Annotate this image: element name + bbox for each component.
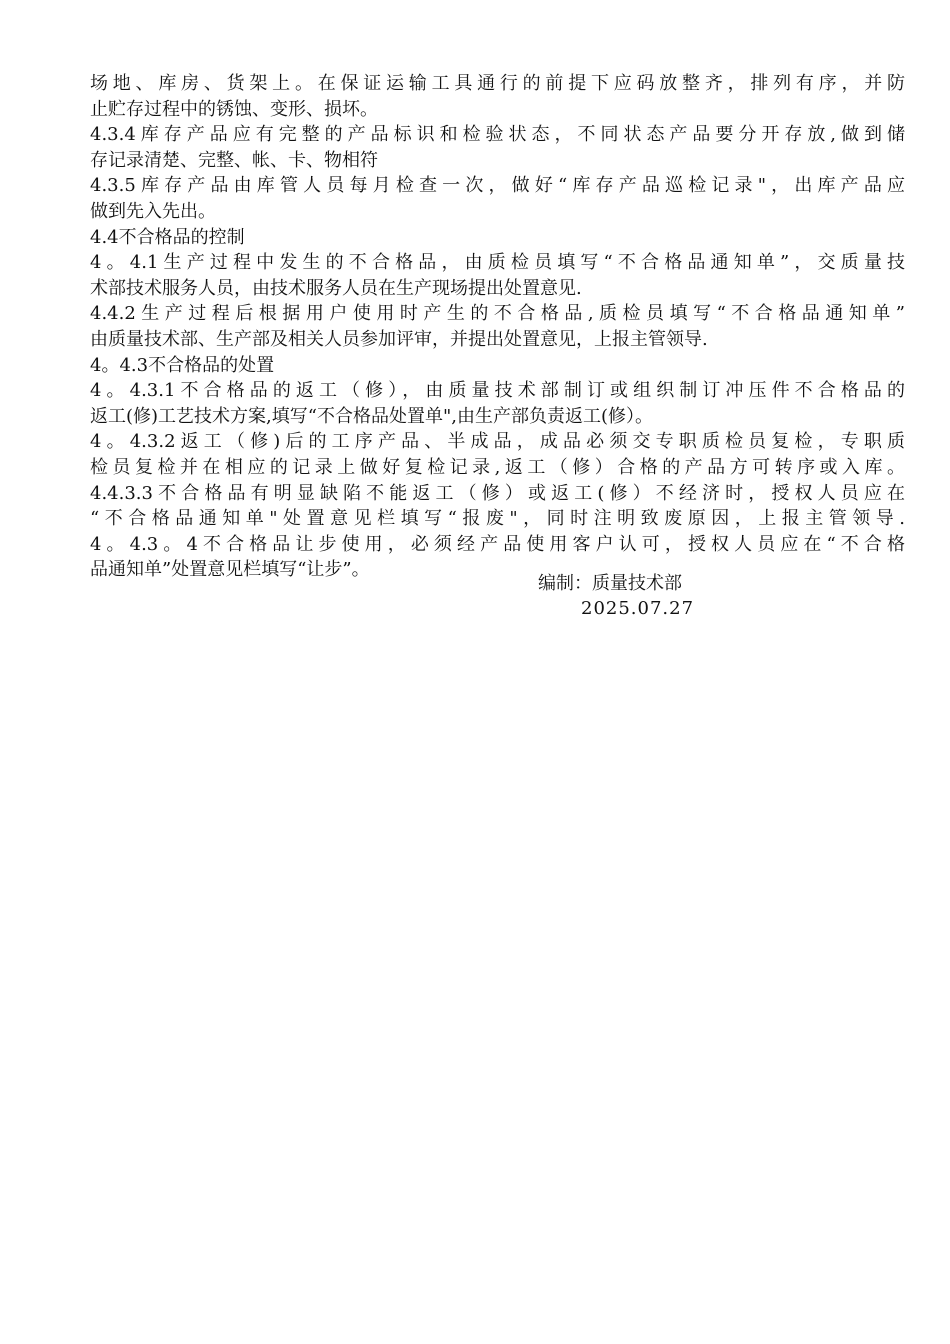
paragraph-4-4-1 bbox=[90, 250, 905, 301]
text-line: 检员复检并在相应的记录上做好复检记录,返工（修）合格的产品方可转序或入库。 bbox=[90, 456, 905, 478]
text-line: 4.3.4库存产品应有完整的产品标识和检验状态，不同状态产品要分开存放,做到储 bbox=[90, 124, 905, 146]
signature-department: 编制：质量技术部 bbox=[538, 573, 682, 594]
signature-date: 2025.07.27 bbox=[581, 598, 695, 619]
text-line: 4.3.5库存产品由库管人员每月检查一次，做好“库存产品巡检记录"，出库产品应 bbox=[90, 175, 905, 197]
text-line: 4。4.3.2返工（修)后的工序产品、半成品，成品必须交专职质检员复检，专职质 bbox=[90, 431, 905, 453]
text-line: 止贮存过程中的锈蚀、变形、损坏。 bbox=[90, 98, 378, 120]
text-line: 术部技术服务人员，由技术服务人员在生产现场提出处置意见. bbox=[90, 277, 582, 299]
heading-4-4-3 bbox=[90, 353, 905, 379]
text-line: 4.4.2生产过程后根据用户使用时产生的不合格品,质检员填写“不合格品通知单” bbox=[90, 303, 905, 325]
text-line: 4.4.3.3不合格品有明显缺陷不能返工（修）或返工(修）不经济时，授权人员应在 bbox=[90, 482, 905, 504]
section-heading: 4.4不合格品的控制 bbox=[90, 226, 245, 248]
text-line: 品通知单”处置意见栏填写“让步”。 bbox=[90, 559, 370, 581]
paragraph-4-4-3-2 bbox=[90, 429, 905, 480]
text-line: 做到先入先出。 bbox=[90, 200, 216, 222]
paragraph-4-3-4 bbox=[90, 122, 905, 173]
text-line: 由质量技术部、生产部及相关人员参加评审，并提出处置意见，上报主管领导. bbox=[90, 328, 708, 350]
text-line: 场地、库房、货架上。在保证运输工具通行的前提下应码放整齐，排列有序，并防 bbox=[90, 73, 905, 94]
paragraph-storage bbox=[90, 71, 905, 122]
heading-4-4 bbox=[90, 225, 905, 251]
paragraph-4-4-2 bbox=[90, 301, 905, 352]
document-body bbox=[90, 71, 905, 583]
paragraph-4-4-3-3 bbox=[90, 481, 905, 532]
paragraph-4-4-3-4 bbox=[90, 532, 905, 583]
text-line: 4。4.1生产过程中发生的不合格品，由质检员填写“不合格品通知单”，交质量技 bbox=[90, 252, 905, 274]
text-line: 4。4.3.1不合格品的返工（修），由质量技术部制订或组织制订冲压件不合格品的 bbox=[90, 380, 905, 402]
paragraph-4-3-5 bbox=[90, 173, 905, 224]
paragraph-4-4-3-1 bbox=[90, 378, 905, 429]
section-heading: 4。4.3不合格品的处置 bbox=[90, 354, 275, 376]
text-line: “不合格品通知单"处置意见栏填写“报废"，同时注明致废原因，上报主管领导. bbox=[90, 508, 905, 530]
text-line: 返工(修)工艺技术方案,填写“不合格品处置单",由生产部负责返工(修）。 bbox=[90, 405, 653, 427]
text-line: 存记录清楚、完整、帐、卡、物相符 bbox=[90, 149, 378, 171]
text-line: 4。4.3。4不合格品让步使用，必须经产品使用客户认可，授权人员应在“不合格 bbox=[90, 533, 905, 555]
